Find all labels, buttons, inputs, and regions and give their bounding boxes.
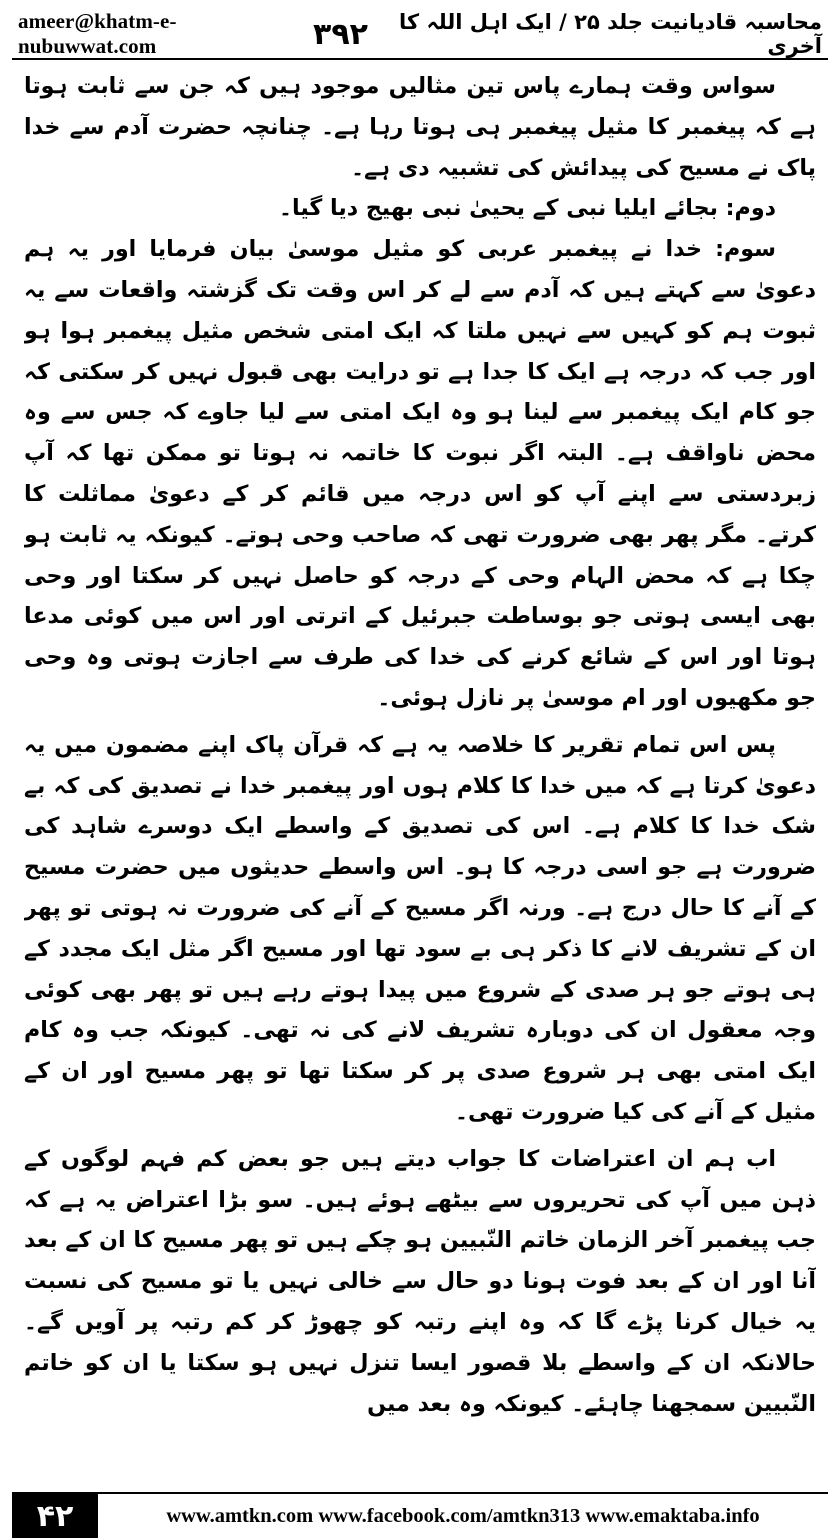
paragraph-3: سوم: خدا نے پیغمبر عربی کو مثیل موسیٰ بیان فرمایا اور یہ ہم دعویٰ سے کہتے ہیں کہ آدم سے لے کر اس وقت تک گزشتہ واقعات سے یہ ثبوت ہم کو کہیں سے نہیں ملتا کہ ایک امتی شخص مثیل پیغمبر ہوا ہو اور جب کہ درجہ ہے ایک کا جدا ہے تو درایت بھی قبول نہیں کر سکتی کہ جو کام ایک پیغمبر سے لینا ہو وہ ایک امتی سے لیا جاوے کہ جس سے وہ محض ناواقف ہے۔ البتہ اگر نبوت کا خاتمہ نہ ہوتا تو ممکن تھا کہ آپ زبردستی سے اپنے آپ کو اس درجہ میں قائم کر کے دعویٰ مماثلت کا کرتے۔ مگر پھر بھی ضرورت تھی کہ صاحب وحی ہوتے۔ کیونکہ یہ ثابت ہو چکا ہے کہ محض الہام وحی کے درجہ کو حاصل نہیں کر سکتا اور وحی بھی ایسی ہوتی جو بوساطت جبرئیل کے اترتی اور اس میں کوئی مدعا ہوتا اور اس کے شائع کرنے کی خدا کی طرف سے اجازت ہوتی وہ وحی جو مکھیوں اور ام موسیٰ پر نازل ہوئی۔ — [24, 236, 816, 711]
header-left — [18, 9, 368, 59]
footer-links[interactable]: www.amtkn.com www.facebook.com/amtkn313 www.emaktaba.info — [166, 1504, 760, 1527]
page-body — [24, 66, 816, 1484]
header-email: ameer@khatm-e-nubuwwat.com — [18, 9, 177, 58]
page-header — [18, 9, 822, 58]
header-rule — [12, 58, 828, 60]
paragraph-4: پس اس تمام تقریر کا خلاصہ یہ ہے کہ قرآن پاک اپنے مضمون میں یہ دعویٰ کرتا ہے کہ میں خدا کا کلام ہوں اور پیغمبر خدا نے تصدیق کی کہ بے شک خدا کا کلام ہے۔ اس کی تصدیق کے واسطے ایک دوسرے شاہد کی ضرورت ہے جو اسی درجہ کا ہو۔ اس واسطے حدیثوں میں حضرت مسیح کے آنے کا حال درج ہے۔ ورنہ اگر مسیح کے آنے کی ضرورت نہ ہوتی تو پھر ان کے تشریف لانے کا ذکر ہی بے سود تھا اور مسیح اگر مثل ایک مجدد کے ہی ہوتے جو ہر صدی کے شروع میں پیدا ہوتے رہے ہیں تو پھر بھی کوئی وجہ معقول ان کی دوبارہ تشریف لانے کی نہ تھی۔ کیونکہ جب وہ کام ایک امتی بھی ہر شروع صدی پر کر سکتا تھا تو پھر مسیح اور ان کے مثیل کے آنے کی کیا ضرورت تھی۔ — [24, 731, 816, 1125]
page-footer — [12, 1492, 828, 1538]
paragraph-1: سواس وقت ہمارے پاس تین مثالیں موجود ہیں کہ جن سے ثابت ہوتا ہے کہ پیغمبر کا مثیل پیغمبر ہی ہوتا رہا ہے۔ چنانچہ حضرت آدم سے خدا پاک نے مسیح کی پیدائش کی تشبیہ دی ہے۔ — [24, 73, 816, 181]
header-title: محاسبہ قادیانیت جلد ۲۵ / ایک اہل اللہ کا آخری — [399, 10, 822, 58]
footer-page-number: ۴۲ — [12, 1494, 98, 1538]
header-page-number: ۳۹۲ — [313, 16, 368, 52]
paragraph-2: دوم: بجائے ایلیا نبی کے یحییٰ نبی بھیج دیا گیا۔ — [279, 195, 776, 222]
paragraph-5: اب ہم ان اعتراضات کا جواب دیتے ہیں جو بعض کم فہم لوگوں کے ذہن میں آپ کی تحریروں سے بیٹھے ہوئے ہیں۔ سو بڑا اعتراض یہ ہے کہ جب پیغمبر آخر الزمان خاتم النّبیین ہو چکے ہیں تو پھر مسیح کا ان کے بعد آنا اور ان کے بعد فوت ہونا دو حال سے خالی نہیں یا تو مسیح کی نسبت یہ خیال کرنا پڑے گا کہ وہ اپنے رتبہ کو چھوڑ کر کم رتبہ پر آویں گے۔ حالانکہ ان کے واسطے بلا قصور ایسا تنزل نہیں ہو سکتا یا ان کو خاتم النّبیین سمجھنا چاہئے۔ کیونکہ وہ بعد میں — [24, 1145, 816, 1417]
